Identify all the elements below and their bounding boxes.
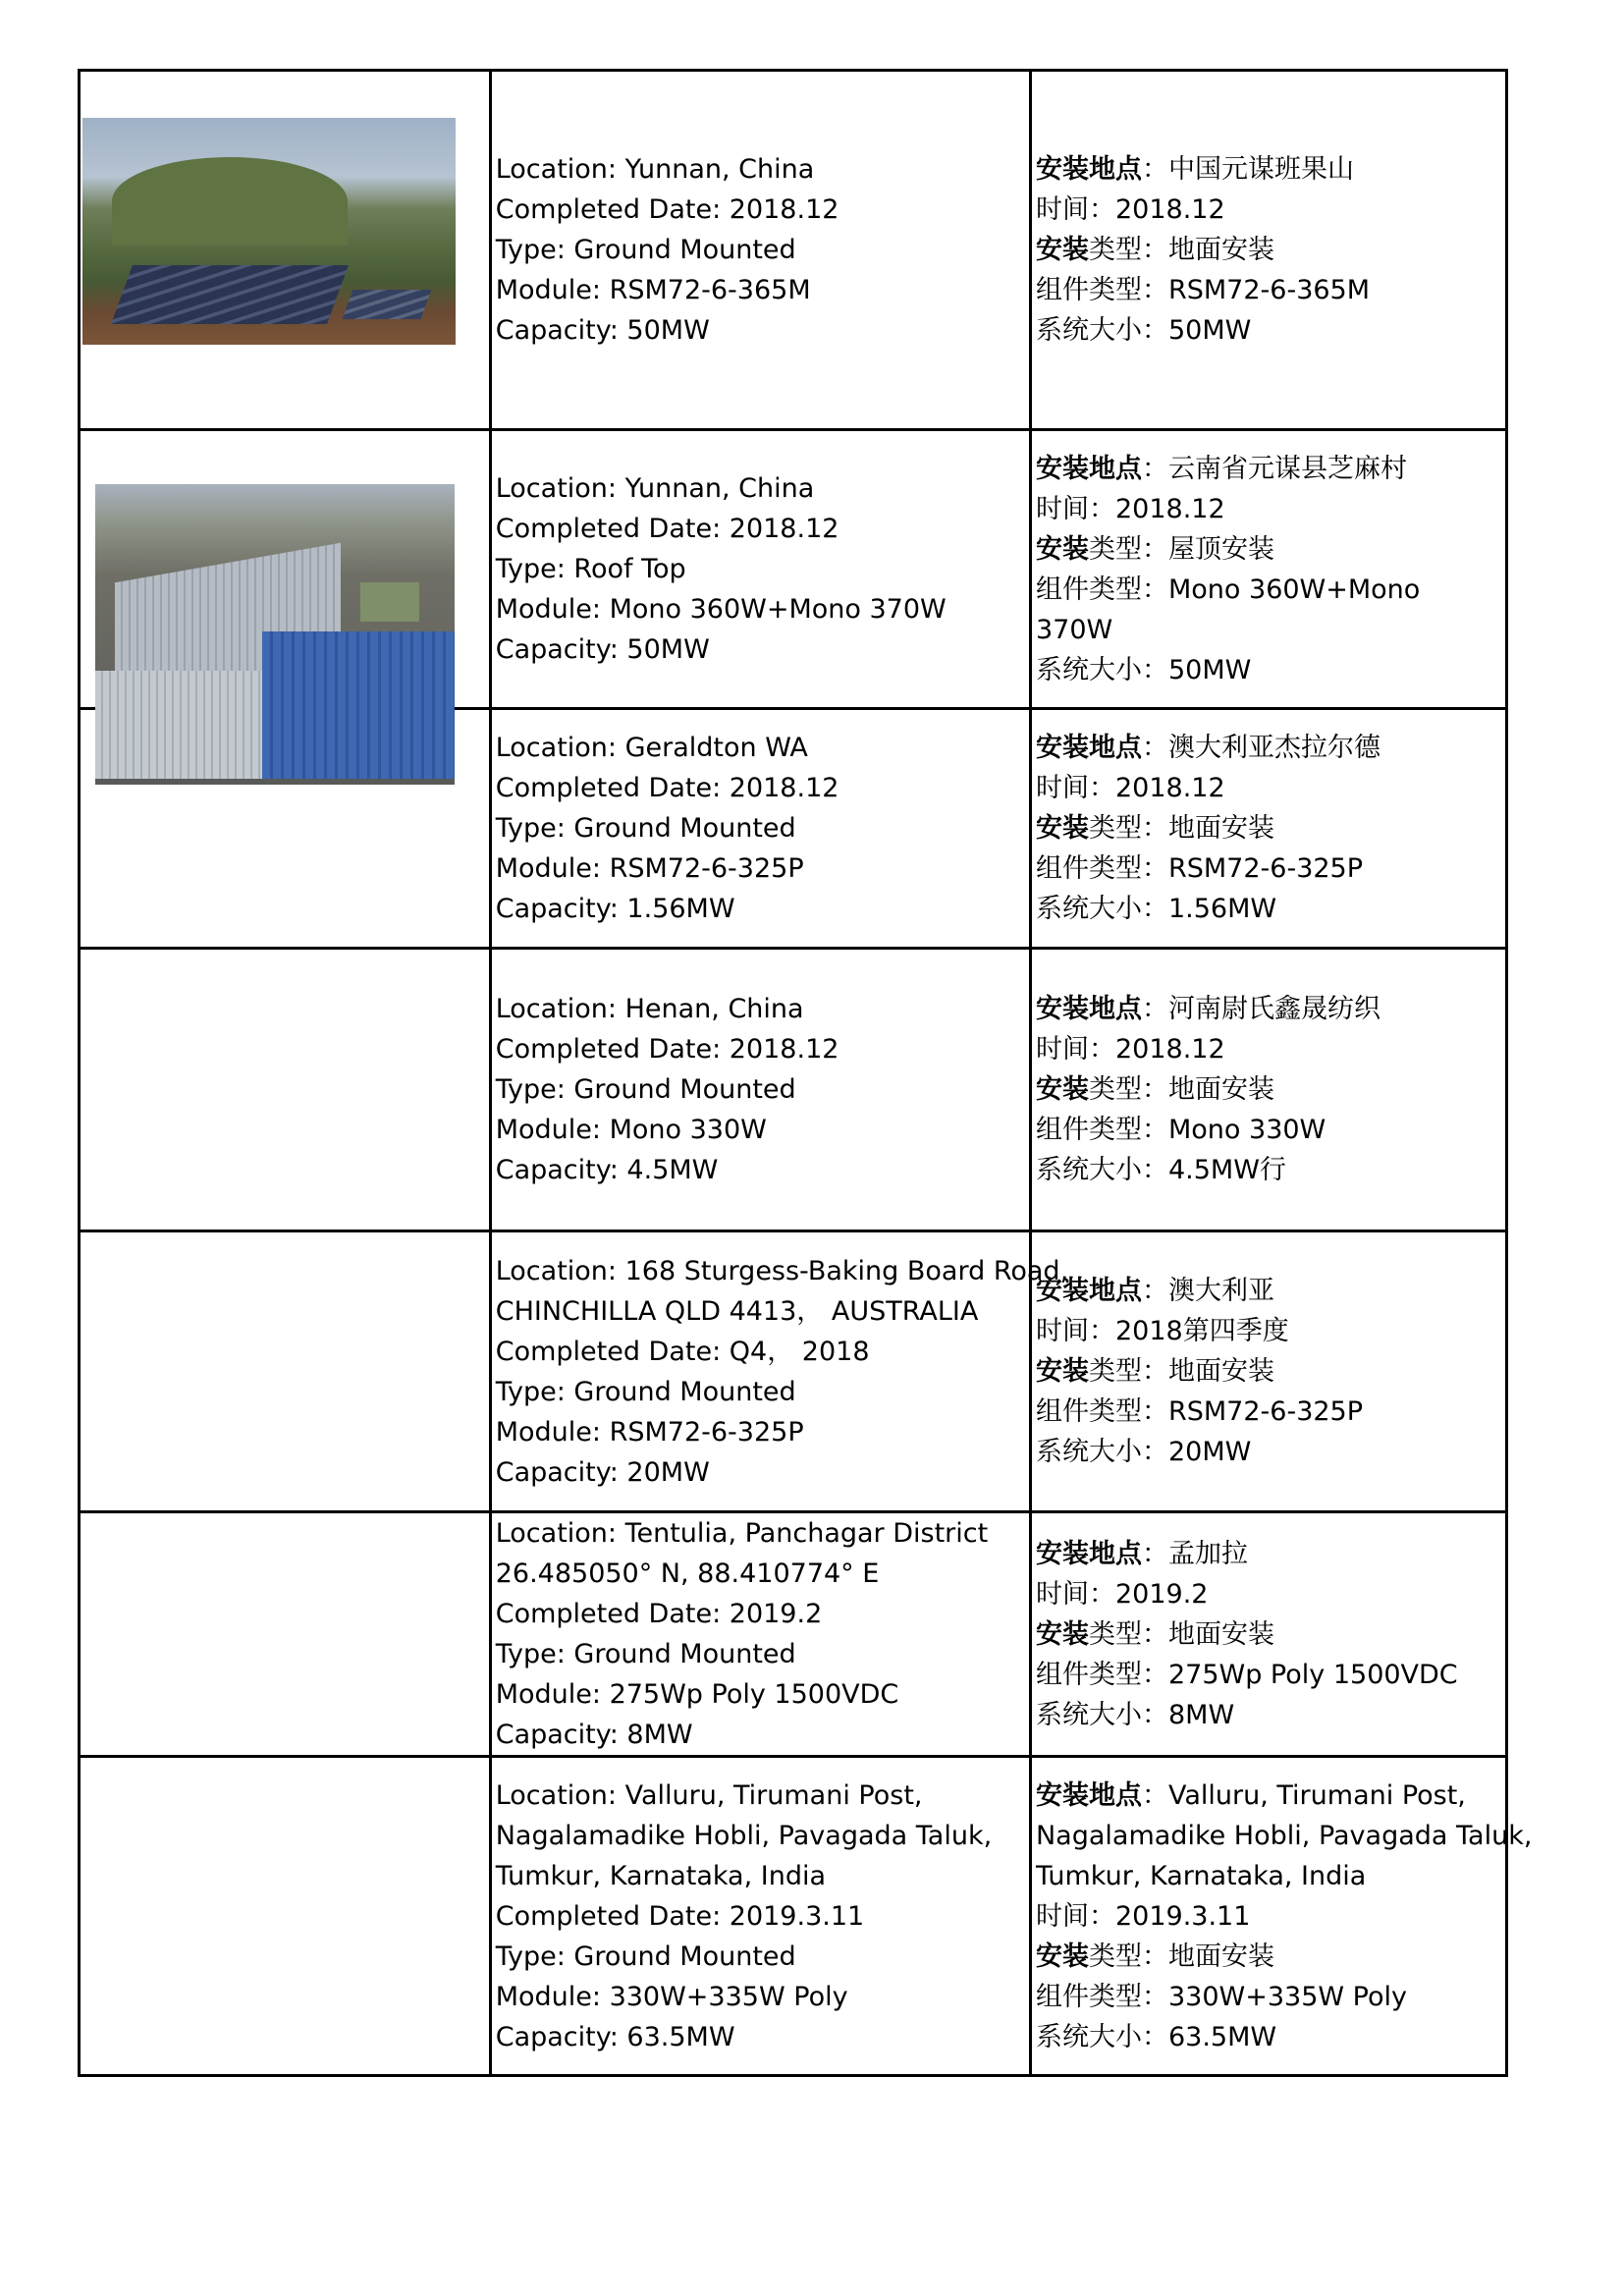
detail-line-zh: [1036, 1614, 1501, 1655]
detail-value: 组件类型：Mono 360W+Mono: [1035, 574, 1421, 605]
detail-line: Capacity: 50MW: [495, 634, 710, 665]
detail-line-zh: [1036, 848, 1501, 889]
detail-key: 安装地点: [1035, 994, 1142, 1024]
detail-value: 类型：地面安装: [1088, 1618, 1274, 1650]
detail-line: CHINCHILLA QLD 4413， AUSTRALIA: [495, 1295, 979, 1327]
detail-key: 安装地点: [1035, 1779, 1142, 1811]
chinese-details: [1030, 1512, 1506, 1757]
detail-line: Location: Yunnan, China: [495, 473, 815, 504]
detail-key: 安装地点: [1035, 453, 1142, 484]
project-row: [80, 1512, 1507, 1757]
detail-line: Location: Yunnan, China: [495, 154, 815, 185]
detail-line-zh: [1036, 1311, 1501, 1351]
english-details: [490, 949, 1030, 1231]
detail-value: 组件类型：RSM72-6-325P: [1035, 853, 1364, 884]
detail-line: Module: 330W+335W Poly: [495, 1981, 848, 2012]
detail-line-zh: [1036, 149, 1501, 190]
detail-line-zh: [1036, 1351, 1501, 1392]
detail-line: Completed Date: 2018.12: [495, 194, 839, 225]
detail-key: 安装: [1035, 1356, 1089, 1387]
chinese-details: [1030, 949, 1506, 1231]
detail-line-zh: [1036, 1655, 1501, 1695]
detail-line-zh: [1036, 489, 1501, 529]
detail-line: Module: RSM72-6-325P: [495, 853, 804, 884]
detail-value: 组件类型：Mono 330W: [1035, 1115, 1326, 1145]
detail-line: Capacity: 63.5MW: [495, 2021, 735, 2052]
detail-line: Type: Ground Mounted: [495, 1941, 796, 1972]
detail-line-zh: [1036, 989, 1501, 1029]
detail-value: Nagalamadike Hobli, Pavagada Taluk,: [1035, 1820, 1533, 1851]
detail-line-zh: [1036, 1069, 1501, 1110]
detail-value: 类型：地面安装: [1088, 813, 1274, 844]
detail-line-zh: [1036, 889, 1501, 929]
detail-line: Completed Date: Q4， 2018: [495, 1336, 870, 1367]
detail-line: Type: Ground Mounted: [495, 1639, 796, 1669]
detail-key: 安装地点: [1035, 733, 1142, 763]
detail-line: Module: Mono 330W: [495, 1115, 767, 1145]
detail-line-zh: [1036, 449, 1501, 489]
detail-value: 系统大小：50MW: [1035, 315, 1252, 346]
detail-line: Type: Ground Mounted: [495, 1376, 796, 1407]
detail-value: 系统大小：1.56MW: [1035, 894, 1277, 924]
detail-value: ：云南省元谋县芝麻村: [1141, 453, 1407, 484]
detail-line: Capacity: 20MW: [495, 1456, 710, 1488]
detail-key: 安装地点: [1035, 154, 1142, 185]
detail-line: Completed Date: 2018.12: [495, 773, 839, 803]
detail-key: 安装: [1035, 813, 1089, 844]
detail-line-zh: [1036, 808, 1501, 848]
detail-line-zh: [1036, 310, 1501, 351]
detail-value: 组件类型：RSM72-6-325P: [1035, 1396, 1364, 1427]
detail-line-zh: [1036, 1977, 1501, 2017]
detail-value: 组件类型：275Wp Poly 1500VDC: [1035, 1659, 1458, 1690]
project-row: [80, 71, 1507, 430]
english-details: [490, 430, 1030, 709]
detail-line: Type: Ground Mounted: [495, 235, 796, 265]
detail-line: Completed Date: 2019.3.11: [495, 1900, 865, 1932]
english-details: [490, 1757, 1030, 2076]
detail-line-zh: [1036, 1271, 1501, 1311]
detail-line-zh: [1036, 650, 1501, 690]
detail-value: ：澳大利亚杰拉尔德: [1141, 733, 1380, 763]
photo-cell: [80, 1757, 491, 2076]
detail-line: Location: Valluru, Tirumani Post,: [495, 1779, 923, 1811]
detail-value: 类型：地面安装: [1088, 1356, 1274, 1387]
detail-key: 安装地点: [1035, 1276, 1142, 1306]
project-row: [80, 1757, 1507, 2076]
detail-value: 类型：地面安装: [1088, 1074, 1274, 1105]
detail-line: 26.485050° N, 88.410774° E: [495, 1558, 880, 1589]
detail-value: ：澳大利亚: [1141, 1276, 1274, 1306]
detail-line-zh: [1036, 1110, 1501, 1150]
detail-line-zh: [1036, 1150, 1501, 1190]
english-details: [490, 1512, 1030, 1757]
detail-line-zh: [1036, 1695, 1501, 1735]
detail-line-zh: [1036, 1896, 1501, 1937]
detail-value: 组件类型：RSM72-6-365M: [1035, 275, 1371, 305]
photo-cell: [80, 709, 491, 949]
detail-value: 组件类型：330W+335W Poly: [1035, 1981, 1407, 2012]
chinese-details: [1030, 1757, 1533, 2076]
detail-line-zh: [1036, 2017, 1501, 2057]
detail-value: 系统大小：20MW: [1035, 1437, 1252, 1467]
detail-line: Module: 275Wp Poly 1500VDC: [495, 1679, 899, 1710]
detail-value: 时间：2018第四季度: [1035, 1316, 1289, 1346]
detail-line: Capacity: 4.5MW: [495, 1155, 719, 1185]
detail-line: Module: RSM72-6-365M: [495, 275, 811, 305]
detail-line: Capacity: 50MW: [495, 315, 710, 346]
detail-line: Completed Date: 2018.12: [495, 1034, 839, 1065]
chinese-details: [1030, 430, 1506, 709]
detail-line: Location: Henan, China: [495, 994, 804, 1024]
detail-line: Tumkur, Karnataka, India: [495, 1860, 827, 1891]
detail-line-zh: [1036, 1856, 1501, 1896]
chinese-details: [1030, 1231, 1506, 1512]
english-details: [490, 71, 1030, 430]
chinese-details: [1030, 709, 1506, 949]
project-row: [80, 1231, 1507, 1512]
project-table: [78, 69, 1533, 2077]
detail-value: ：河南尉氏鑫晟纺织: [1141, 994, 1380, 1024]
detail-line-zh: [1036, 768, 1501, 808]
detail-line-zh: [1036, 1029, 1501, 1069]
detail-value: 时间：2018.12: [1035, 1034, 1225, 1065]
detail-line-zh: [1036, 610, 1501, 650]
detail-line: Completed Date: 2018.12: [495, 514, 839, 544]
detail-key: 安装地点: [1035, 1538, 1142, 1569]
detail-value: 类型：屋顶安装: [1088, 533, 1274, 565]
detail-line-zh: [1036, 1432, 1501, 1472]
detail-value: ：中国元谋班果山: [1141, 154, 1354, 185]
detail-line: Module: Mono 360W+Mono 370W: [495, 594, 947, 625]
detail-value: 370W: [1035, 614, 1113, 645]
detail-key: 安装: [1035, 1618, 1089, 1650]
detail-line-zh: [1036, 570, 1501, 610]
detail-line: Type: Ground Mounted: [495, 813, 796, 844]
detail-line-zh: [1036, 1574, 1501, 1614]
detail-value: 时间：2019.2: [1035, 1578, 1209, 1610]
photo-cell: [80, 430, 491, 709]
chinese-details: [1030, 71, 1506, 430]
detail-key: 安装: [1035, 1074, 1089, 1105]
detail-line-zh: [1035, 1816, 1533, 1856]
detail-value: 系统大小：8MW: [1035, 1699, 1235, 1730]
project-row: [80, 709, 1507, 949]
detail-line-zh: [1036, 728, 1501, 768]
detail-line: Completed Date: 2019.2: [495, 1599, 823, 1629]
detail-value: 系统大小：63.5MW: [1035, 2021, 1277, 2052]
detail-value: ：孟加拉: [1141, 1538, 1248, 1569]
project-row: [80, 949, 1507, 1231]
photo-cell: [80, 949, 491, 1231]
detail-line-zh: [1036, 1534, 1501, 1574]
detail-key: 安装: [1035, 235, 1089, 265]
detail-line-zh: [1036, 1392, 1501, 1432]
photo-cell: [80, 1512, 491, 1757]
detail-value: ：Valluru, Tirumani Post,: [1141, 1779, 1466, 1811]
detail-line-zh: [1036, 230, 1501, 270]
english-details: [490, 709, 1030, 949]
detail-value: 时间：2018.12: [1035, 194, 1225, 225]
detail-line: Location: 168 Sturgess-Baking Board Road,: [495, 1255, 1069, 1286]
detail-value: 时间：2019.3.11: [1035, 1900, 1251, 1932]
detail-value: 类型：地面安装: [1088, 1941, 1274, 1972]
detail-value: 系统大小：4.5MW行: [1035, 1155, 1286, 1185]
detail-key: 安装: [1035, 1941, 1089, 1972]
detail-line: Type: Ground Mounted: [495, 1074, 796, 1105]
photo-cell: [80, 1231, 491, 1512]
detail-key: 安装: [1035, 533, 1089, 565]
detail-line-zh: [1036, 1937, 1501, 1977]
detail-line-zh: [1036, 529, 1501, 570]
detail-line: Capacity: 8MW: [495, 1720, 693, 1750]
detail-line: Capacity: 1.56MW: [495, 894, 735, 924]
photo-cell: [80, 71, 491, 430]
detail-line-zh: [1036, 190, 1501, 230]
detail-value: 类型：地面安装: [1088, 235, 1274, 265]
detail-value: 时间：2018.12: [1035, 493, 1225, 524]
detail-line: Location: Geraldton WA: [495, 733, 808, 763]
detail-line: Type: Roof Top: [495, 554, 686, 584]
detail-line: Location: Tentulia, Panchagar District: [495, 1518, 989, 1549]
detail-line-zh: [1036, 270, 1501, 310]
project-row: [80, 430, 1507, 709]
detail-line: Nagalamadike Hobli, Pavagada Taluk,: [495, 1820, 993, 1851]
solar-farm-photo: [82, 118, 456, 345]
detail-line: Module: RSM72-6-325P: [495, 1416, 804, 1448]
detail-value: 时间：2018.12: [1035, 773, 1225, 803]
detail-value: Tumkur, Karnataka, India: [1035, 1860, 1367, 1891]
detail-line-zh: [1036, 1776, 1501, 1816]
detail-value: 系统大小：50MW: [1035, 654, 1252, 685]
